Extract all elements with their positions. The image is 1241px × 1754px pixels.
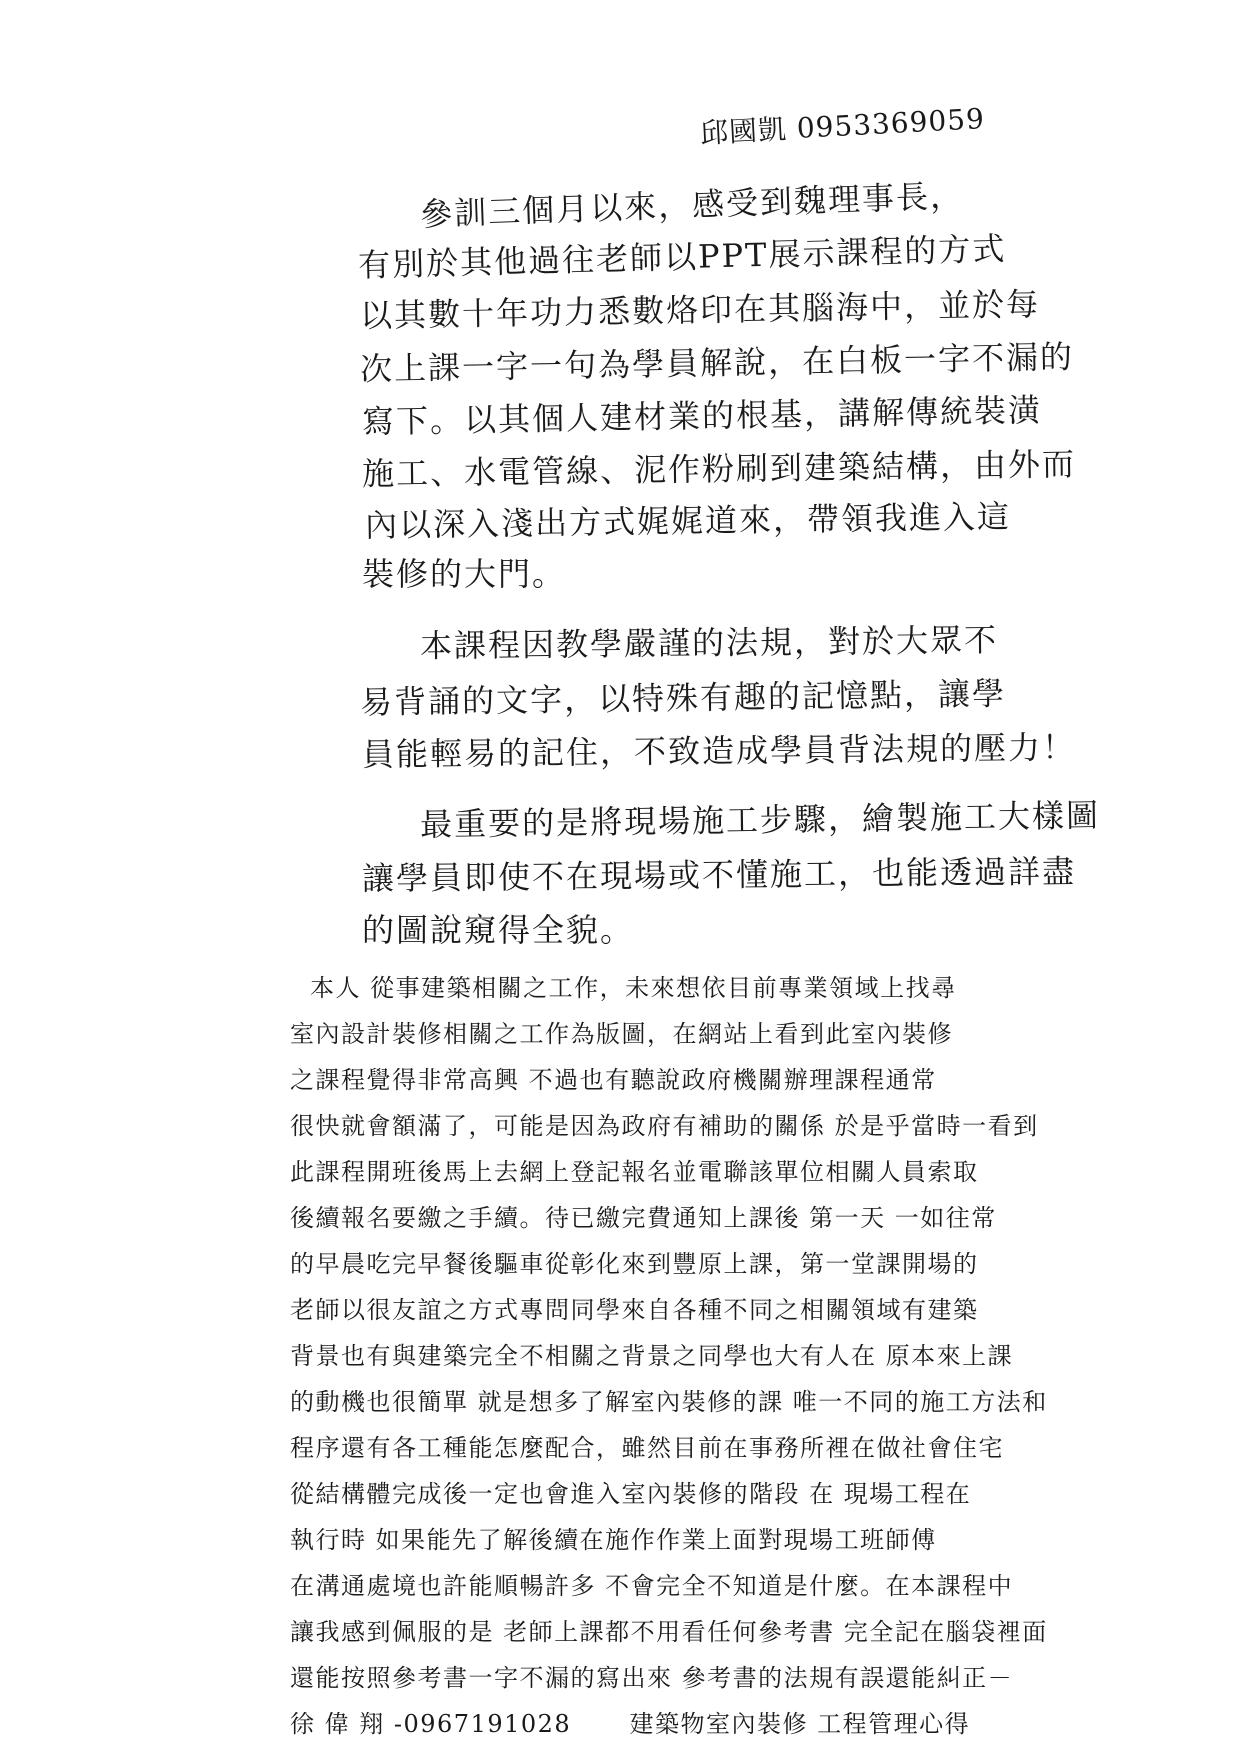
essay-two-line: 老師以很友誼之方式專問同學來自各種不同之相關領域有建築 [290, 1296, 979, 1324]
essay-two-line: 程序還有各工種能怎麼配合，雖然目前在事務所裡在做社會住宅 [290, 1434, 1004, 1462]
document-title: 建築物室內裝修 工程管理心得 [629, 1710, 971, 1738]
essay-one-line: 易背誦的文字，以特殊有趣的記憶點，讓學 [359, 674, 1007, 722]
essay-one-line: 的圖說窺得全貌。 [362, 911, 635, 949]
essay-one-line: 施工、水電管線、泥作粉刷到建築結構，由外而 [361, 445, 1077, 493]
essay-two-line: 讓我感到佩服的是 老師上課都不用看任何參考書 完全記在腦袋裡面 [290, 1618, 1048, 1646]
author-signature-phone: 邱國凱 0953369059 [699, 102, 986, 150]
essay-two-line: 室內設計裝修相關之工作為版圖，在網站上看到此室內裝修 [290, 1020, 953, 1048]
essay-one-line: 內以深入淺出方式娓娓道來，帶領我進入這 [364, 497, 1012, 545]
essay-two-line: 本人 從事建築相關之工作，未來想依目前專業領域上找尋 [310, 974, 957, 1002]
essay-one-line: 次上課一字一句為學員解說，在白板一字不漏的 [359, 337, 1075, 389]
essay-two-line: 背景也有與建築完全不相關之背景之同學也大有人在 原本來上課 [290, 1342, 1014, 1370]
essay-one-line: 讓學員即使不在現場或不懂施工，也能透過詳盡 [361, 852, 1077, 898]
essay-two-line: 執行時 如果能先了解後續在施作作業上面對現場工班師傅 [290, 1526, 937, 1554]
essay-two-line: 之課程覺得非常高興 不過也有聽說政府機關辦理課程通常 [290, 1066, 937, 1094]
essay-two-line: 此課程開班後馬上去網上登記報名並電聯該單位相關人員索取 [290, 1158, 979, 1186]
essay-one-line: 最重要的是將現場施工步驟，繪製施工大樣圖 [419, 796, 1101, 844]
essay-one-line: 裝修的大門。 [362, 555, 567, 593]
essay-two-line: 的動機也很簡單 就是想多了解室內裝修的課 唯一不同的施工方法和 [290, 1388, 1048, 1416]
essay-one-line: 寫下。以其個人建材業的根基，講解傳統裝潢 [361, 391, 1043, 441]
essay-one-line: 有別於其他過往老師以PPT展示課程的方式 [357, 229, 1007, 285]
footer-block [290, 1704, 970, 1739]
essay-two-line: 從結構體完成後一定也會進入室內裝修的階段 在 現場工程在 [290, 1480, 972, 1508]
essay-two-line: 後續報名要繳之手續。待已繳完費通知上課後 第一天 一如往常 [290, 1204, 997, 1232]
essay-two-line: 的早晨吃完早餐後驅車從彰化來到豐原上課，第一堂課開場的 [290, 1250, 979, 1278]
author-signature-phone-bottom: 徐 偉 翔 -0967191028 [290, 1710, 572, 1738]
essay-two-line: 還能按照參考書一字不漏的寫出來 參考書的法規有誤還能糾正－ [290, 1664, 1014, 1692]
essay-one-line: 參訓三個月以來，感受到魏理事長， [419, 176, 965, 234]
essay-two-line: 很快就會額滿了，可能是因為政府有補助的關係 於是乎當時一看到 [290, 1112, 1039, 1140]
essay-one-line: 以其數十年功力悉數烙印在其腦海中，並於每 [359, 285, 1041, 335]
essay-one-line: 本課程因教學嚴謹的法規，對於大眾不 [419, 620, 999, 666]
essay-one-line: 員能輕易的記住，不致造成學員背法規的壓力！ [361, 728, 1077, 774]
essay-two-line: 在溝通處境也許能順暢許多 不會完全不知道是什麼。在本課程中 [290, 1572, 1014, 1600]
